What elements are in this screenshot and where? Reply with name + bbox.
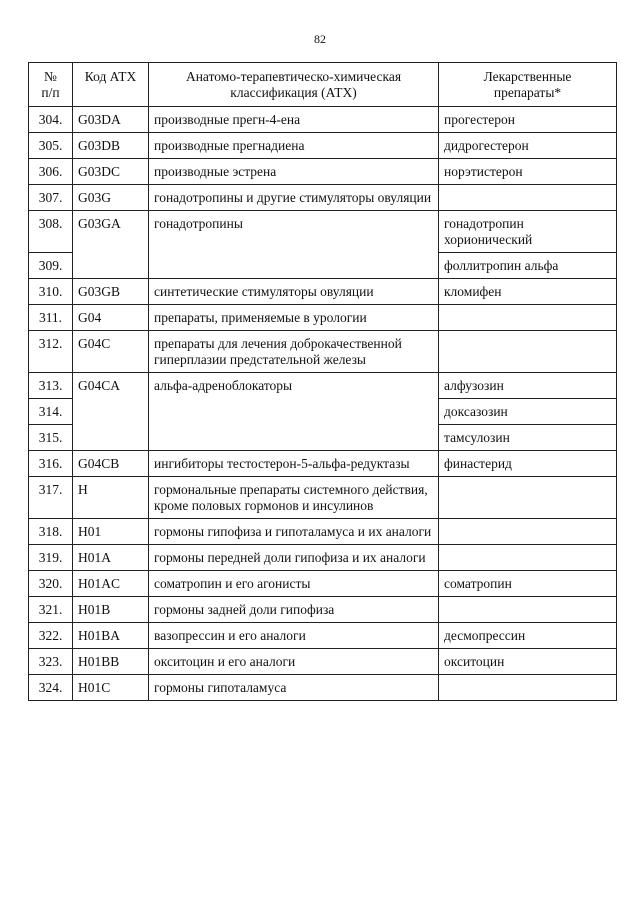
row-number: 318. bbox=[29, 519, 73, 545]
row-number: 320. bbox=[29, 571, 73, 597]
table-row bbox=[29, 159, 617, 185]
drug-name bbox=[439, 545, 617, 571]
row-number: 321. bbox=[29, 597, 73, 623]
drug-name: дидрогестерон bbox=[439, 133, 617, 159]
drug-name: гонадотропин хорионический bbox=[439, 211, 617, 253]
drug-name: тамсулозин bbox=[439, 425, 617, 451]
atc-code: G04 bbox=[73, 305, 149, 331]
drug-name: десмопрессин bbox=[439, 623, 617, 649]
drug-name: прогестерон bbox=[439, 107, 617, 133]
atc-code: H01C bbox=[73, 675, 149, 701]
atc-code: H bbox=[73, 477, 149, 519]
drug-name bbox=[439, 519, 617, 545]
atc-code: H01AC bbox=[73, 571, 149, 597]
drug-name bbox=[439, 477, 617, 519]
table-row bbox=[29, 211, 617, 253]
classification-name: окситоцин и его аналоги bbox=[149, 649, 439, 675]
classification-name: соматропин и его агонисты bbox=[149, 571, 439, 597]
row-number: 314. bbox=[29, 399, 73, 425]
row-number: 307. bbox=[29, 185, 73, 211]
table-row bbox=[29, 279, 617, 305]
table-row bbox=[29, 597, 617, 623]
table-row bbox=[29, 519, 617, 545]
header-classification: Анатомо-терапевтическо-химическая классификация (АТХ) bbox=[149, 63, 439, 107]
row-number: 316. bbox=[29, 451, 73, 477]
classification-name: препараты, применяемые в урологии bbox=[149, 305, 439, 331]
atc-code: G04C bbox=[73, 331, 149, 373]
row-number: 312. bbox=[29, 331, 73, 373]
table-row bbox=[29, 185, 617, 211]
classification-name: вазопрессин и его аналоги bbox=[149, 623, 439, 649]
atc-code: H01 bbox=[73, 519, 149, 545]
atc-code: G04CA bbox=[73, 373, 149, 451]
atc-code: H01A bbox=[73, 545, 149, 571]
atc-code: G04CB bbox=[73, 451, 149, 477]
row-number: 310. bbox=[29, 279, 73, 305]
classification-name: синтетические стимуляторы овуляции bbox=[149, 279, 439, 305]
row-number: 306. bbox=[29, 159, 73, 185]
row-number: 308. bbox=[29, 211, 73, 253]
drug-name: финастерид bbox=[439, 451, 617, 477]
row-number: 304. bbox=[29, 107, 73, 133]
classification-name: препараты для лечения доброкачественной гиперплазии предстательной железы bbox=[149, 331, 439, 373]
atc-code: H01BB bbox=[73, 649, 149, 675]
row-number: 309. bbox=[29, 253, 73, 279]
table-row bbox=[29, 477, 617, 519]
table-row bbox=[29, 107, 617, 133]
drug-name bbox=[439, 675, 617, 701]
table-row bbox=[29, 373, 617, 399]
row-number: 324. bbox=[29, 675, 73, 701]
table-row bbox=[29, 305, 617, 331]
header-atc-code: Код АТХ bbox=[73, 63, 149, 107]
classification-name: гормоны задней доли гипофиза bbox=[149, 597, 439, 623]
classification-name: гормоны передней доли гипофиза и их аналоги bbox=[149, 545, 439, 571]
table-row bbox=[29, 675, 617, 701]
drug-name bbox=[439, 305, 617, 331]
atc-code: G03GB bbox=[73, 279, 149, 305]
row-number: 315. bbox=[29, 425, 73, 451]
table-row bbox=[29, 571, 617, 597]
drug-name: окситоцин bbox=[439, 649, 617, 675]
drug-name: соматропин bbox=[439, 571, 617, 597]
atc-code: G03G bbox=[73, 185, 149, 211]
atc-code: H01B bbox=[73, 597, 149, 623]
header-number: № п/п bbox=[29, 63, 73, 107]
classification-name: гормоны гипоталамуса bbox=[149, 675, 439, 701]
row-number: 311. bbox=[29, 305, 73, 331]
classification-name: производные эстрена bbox=[149, 159, 439, 185]
atc-code: G03DA bbox=[73, 107, 149, 133]
row-number: 317. bbox=[29, 477, 73, 519]
drug-name bbox=[439, 185, 617, 211]
drug-name bbox=[439, 597, 617, 623]
table-header-row bbox=[29, 63, 617, 107]
drug-name: фоллитропин альфа bbox=[439, 253, 617, 279]
drug-name: алфузозин bbox=[439, 373, 617, 399]
classification-name: гормональные препараты системного действия, кроме половых гормонов и инсулинов bbox=[149, 477, 439, 519]
atc-code: G03DB bbox=[73, 133, 149, 159]
classification-name: производные прегнадиена bbox=[149, 133, 439, 159]
row-number: 322. bbox=[29, 623, 73, 649]
classification-name: альфа-адреноблокаторы bbox=[149, 373, 439, 451]
row-number: 323. bbox=[29, 649, 73, 675]
table-row bbox=[29, 451, 617, 477]
classification-name: гормоны гипофиза и гипоталамуса и их аналоги bbox=[149, 519, 439, 545]
page-number: 82 bbox=[314, 32, 326, 46]
drug-name: норэтистерон bbox=[439, 159, 617, 185]
table-row bbox=[29, 649, 617, 675]
row-number: 319. bbox=[29, 545, 73, 571]
row-number: 305. bbox=[29, 133, 73, 159]
drug-name: кломифен bbox=[439, 279, 617, 305]
header-drugs: Лекарственные препараты* bbox=[439, 63, 617, 107]
drug-name: доксазозин bbox=[439, 399, 617, 425]
classification-name: гонадотропины и другие стимуляторы овуляции bbox=[149, 185, 439, 211]
atc-code: G03DC bbox=[73, 159, 149, 185]
atc-code: H01BA bbox=[73, 623, 149, 649]
drug-name bbox=[439, 331, 617, 373]
classification-name: гонадотропины bbox=[149, 211, 439, 279]
atc-code: G03GA bbox=[73, 211, 149, 279]
classification-name: ингибиторы тестостерон-5-альфа-редуктазы bbox=[149, 451, 439, 477]
table-row bbox=[29, 133, 617, 159]
table-row bbox=[29, 545, 617, 571]
atc-table bbox=[28, 62, 617, 701]
row-number: 313. bbox=[29, 373, 73, 399]
classification-name: производные прегн-4-ена bbox=[149, 107, 439, 133]
table-row bbox=[29, 331, 617, 373]
table-row bbox=[29, 623, 617, 649]
